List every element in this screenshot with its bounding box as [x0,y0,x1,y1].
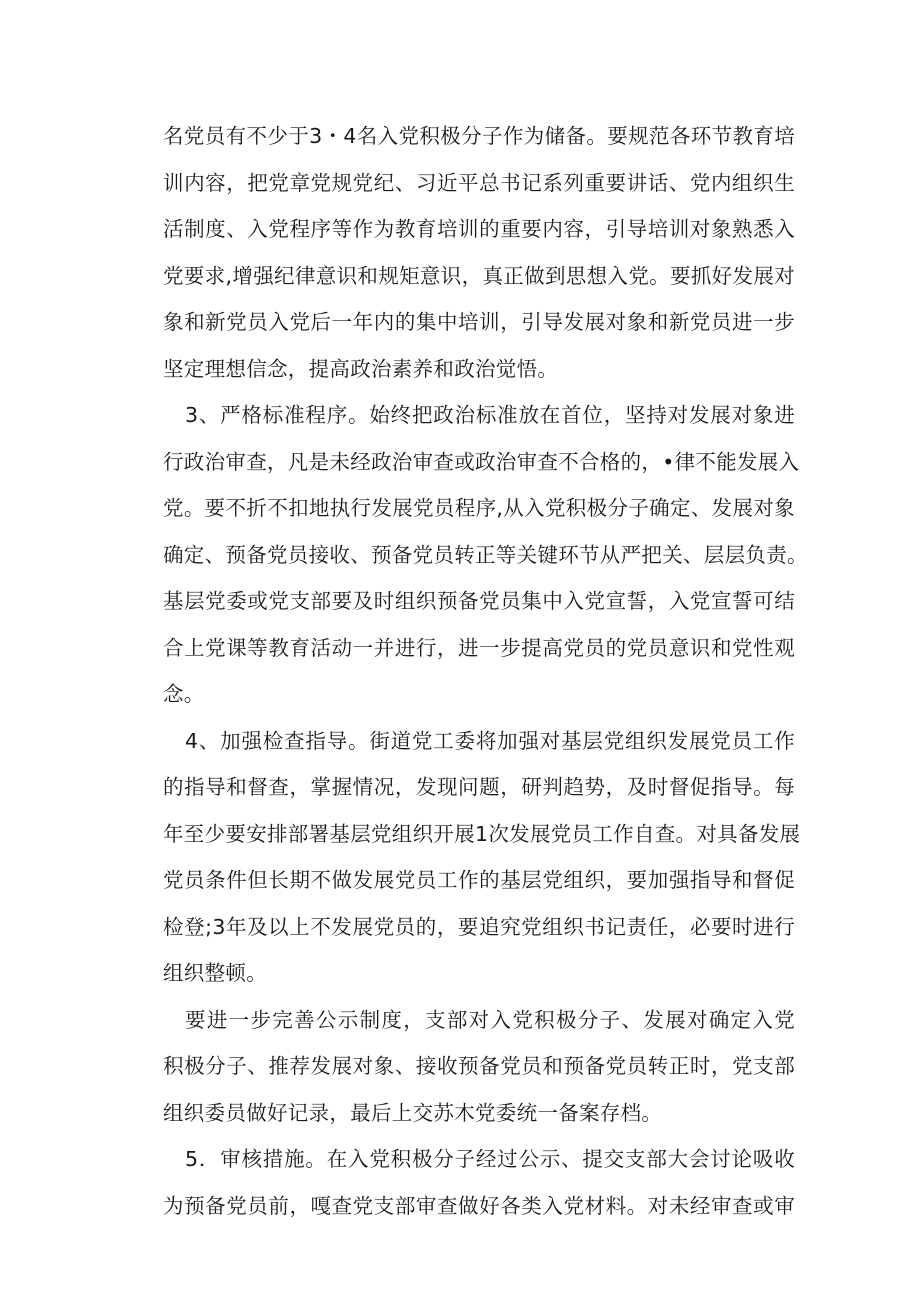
text-line: 4、加强检查指导。街道党工委将加强对基层党组织发展党员工作 [185,728,795,753]
text-line: 念。 [163,682,205,706]
text-line: 组织委员做好记录，最后上交苏木党委统一备案存档。 [163,1100,663,1125]
paragraph-3 [163,723,801,1002]
text-line: 坚定理想信念，提高政治素养和政治觉悟。 [163,356,559,381]
text-line: 年至少要安排部署基层党组织开展1次发展党员工作自查。对具备发展 [163,821,801,846]
text-line: 组织整顿。 [163,961,267,985]
text-line: 党要求,增强纪律意识和规矩意识，真正做到思想入党。要抓好发展对 [163,263,795,288]
text-line: 活制度、入党程序等作为教育培训的重要内容，引导培训对象熟悉入 [163,217,795,241]
text-line: 检登;3年及以上不发展党员的，要追究党组织书记责任，必要时进行 [163,914,795,939]
text-line: 3、严格标准程序。始终把政治标准放在首位，坚持对发展对象进 [185,403,795,427]
text-line: 要进一步完善公示制度，支部对入党积极分子、发展对确定入党 [185,1007,795,1032]
text-line: 基层党委或党支部要及时组织预备党员集中入党宣誓，入党宣誓可结 [163,589,795,613]
document-body [163,118,808,1234]
text-line: 党。要不折不扣地执行发展党员程序,从入党积极分子确定、发展对象 [163,496,795,520]
text-line: 确定、预备党员接收、预备党员转正等关键环节从严把关、层层负责。 [163,542,808,567]
text-line: 象和新党员入党后一年内的集中培训，引导发展对象和新党员进一步 [163,310,795,334]
text-line: 5．审核措施。在入党积极分子经过公示、提交支部大会讨论吸收 [185,1147,795,1171]
paragraph-2 [163,397,808,723]
text-line: 合上党课等教育活动一并进行，进一步提高党员的党员意识和党性观 [163,635,795,660]
text-line: 训内容，把党章党规党纪、习近平总书记系列重要讲话、党内组织生 [163,170,795,195]
paragraph-4 [163,1002,795,1142]
text-line: 为预备党员前，嘎查党支部审查做好各类入党材料。对未经审查或审 [163,1193,795,1218]
paragraph-5 [163,1141,795,1234]
text-line: 的指导和督查，掌握情况，发现问题，研判趋势，及时督促指导。每 [163,775,795,799]
paragraph-1 [163,118,795,397]
text-line: 积极分子、推荐发展对象、接收预备党员和预备党员转正时，党支部 [163,1054,795,1078]
text-line: 行政治审查，凡是未经政治审查或政治审查不合格的，•律不能发展入 [163,449,800,474]
text-line: 名党员有不少于3・4名入党积极分子作为储备。要规范各环节教育培 [163,124,795,148]
text-line: 党员条件但长期不做发展党员工作的基层党组织，要加强指导和督促 [163,868,795,892]
